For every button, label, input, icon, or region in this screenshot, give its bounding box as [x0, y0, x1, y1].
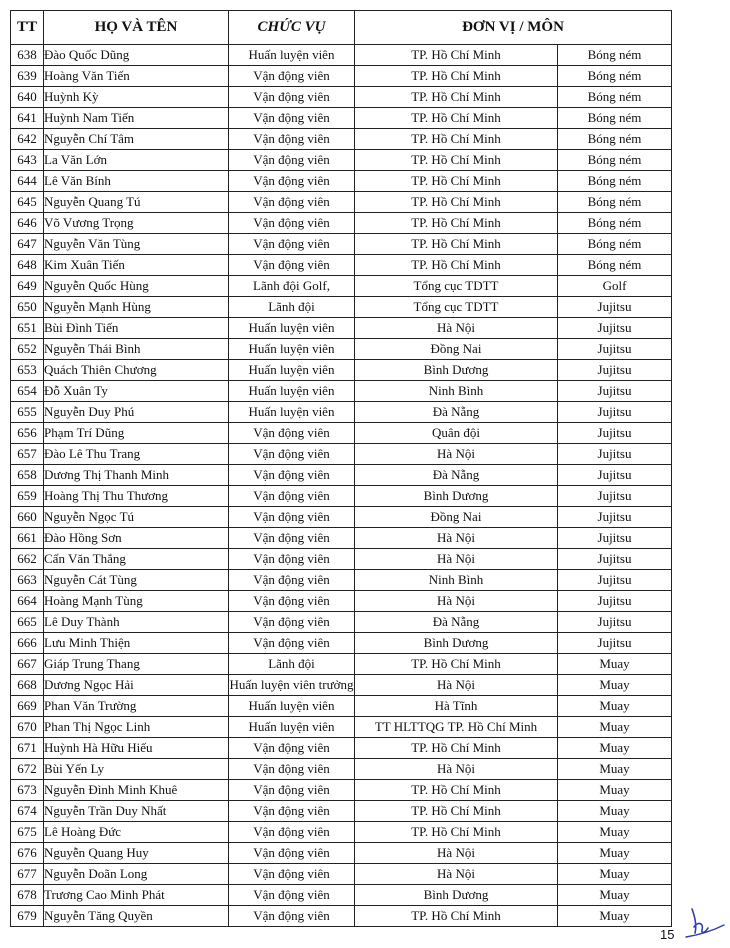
athlete-name-cell: Hoàng Văn Tiến: [44, 66, 229, 87]
row-number-cell: 653: [11, 360, 44, 381]
table-row: [11, 444, 672, 465]
table-row: [11, 654, 672, 675]
sport-cell: Jujitsu: [558, 339, 672, 360]
row-number-cell: 645: [11, 192, 44, 213]
table-row: [11, 213, 672, 234]
sport-cell: Jujitsu: [558, 444, 672, 465]
row-number-cell: 648: [11, 255, 44, 276]
table-row: [11, 822, 672, 843]
row-number-cell: 665: [11, 612, 44, 633]
athlete-name-cell: Võ Vương Trọng: [44, 213, 229, 234]
sport-cell: Bóng ném: [558, 108, 672, 129]
row-number-cell: 656: [11, 423, 44, 444]
table-row: [11, 339, 672, 360]
unit-cell: Tổng cục TDTT: [355, 297, 558, 318]
position-cell: Lãnh đội Golf,: [229, 276, 355, 297]
sport-cell: Jujitsu: [558, 423, 672, 444]
sport-cell: Jujitsu: [558, 297, 672, 318]
row-number-cell: 640: [11, 87, 44, 108]
header-name: HỌ VÀ TÊN: [44, 11, 229, 45]
position-cell: Vận động viên: [229, 549, 355, 570]
unit-cell: Bình Dương: [355, 360, 558, 381]
unit-cell: Bình Dương: [355, 633, 558, 654]
position-cell: Huấn luyện viên: [229, 318, 355, 339]
table-row: [11, 885, 672, 906]
unit-cell: Hà Nội: [355, 549, 558, 570]
sport-cell: Muay: [558, 696, 672, 717]
handwritten-signature: [682, 903, 726, 943]
athlete-name-cell: Lưu Minh Thiện: [44, 633, 229, 654]
position-cell: Vận động viên: [229, 192, 355, 213]
table-row: [11, 297, 672, 318]
row-number-cell: 641: [11, 108, 44, 129]
unit-cell: Hà Nội: [355, 591, 558, 612]
sport-cell: Muay: [558, 843, 672, 864]
position-cell: Vận động viên: [229, 444, 355, 465]
athlete-name-cell: Phan Văn Trường: [44, 696, 229, 717]
athlete-name-cell: Đào Quốc Dũng: [44, 45, 229, 66]
sport-cell: Jujitsu: [558, 402, 672, 423]
sport-cell: Muay: [558, 864, 672, 885]
row-number-cell: 650: [11, 297, 44, 318]
sport-cell: Muay: [558, 675, 672, 696]
sport-cell: Muay: [558, 906, 672, 927]
athlete-name-cell: Đỗ Xuân Ty: [44, 381, 229, 402]
athlete-name-cell: Huỳnh Kỳ: [44, 87, 229, 108]
sport-cell: Bóng ném: [558, 192, 672, 213]
athlete-name-cell: Nguyễn Cát Tùng: [44, 570, 229, 591]
position-cell: Vận động viên: [229, 801, 355, 822]
athlete-name-cell: Hoàng Thị Thu Thương: [44, 486, 229, 507]
table-row: [11, 549, 672, 570]
athlete-name-cell: Bùi Yến Ly: [44, 759, 229, 780]
position-cell: Vận động viên: [229, 864, 355, 885]
sport-cell: Jujitsu: [558, 486, 672, 507]
sport-cell: Bóng ném: [558, 213, 672, 234]
table-row: [11, 759, 672, 780]
unit-cell: Đà Nẵng: [355, 402, 558, 423]
row-number-cell: 649: [11, 276, 44, 297]
table-row: [11, 633, 672, 654]
sport-cell: Jujitsu: [558, 528, 672, 549]
position-cell: Vận động viên: [229, 738, 355, 759]
row-number-cell: 674: [11, 801, 44, 822]
row-number-cell: 654: [11, 381, 44, 402]
row-number-cell: 647: [11, 234, 44, 255]
unit-cell: TP. Hồ Chí Minh: [355, 192, 558, 213]
row-number-cell: 646: [11, 213, 44, 234]
athlete-name-cell: Giáp Trung Thang: [44, 654, 229, 675]
athlete-name-cell: La Văn Lớn: [44, 150, 229, 171]
row-number-cell: 678: [11, 885, 44, 906]
row-number-cell: 642: [11, 129, 44, 150]
table-row: [11, 528, 672, 549]
row-number-cell: 638: [11, 45, 44, 66]
position-cell: Lãnh đội: [229, 654, 355, 675]
sport-cell: Jujitsu: [558, 318, 672, 339]
athlete-name-cell: Nguyễn Quốc Hùng: [44, 276, 229, 297]
athlete-name-cell: Phan Thị Ngọc Linh: [44, 717, 229, 738]
row-number-cell: 672: [11, 759, 44, 780]
table-row: [11, 612, 672, 633]
position-cell: Huấn luyện viên trưởng: [229, 675, 355, 696]
row-number-cell: 661: [11, 528, 44, 549]
header-tt: TT: [11, 11, 44, 45]
unit-cell: Hà Nội: [355, 444, 558, 465]
table-row: [11, 906, 672, 927]
table-row: [11, 402, 672, 423]
table-row: [11, 738, 672, 759]
position-cell: Vận động viên: [229, 66, 355, 87]
table-row: [11, 318, 672, 339]
row-number-cell: 662: [11, 549, 44, 570]
table-row: [11, 45, 672, 66]
unit-cell: Bình Dương: [355, 885, 558, 906]
sport-cell: Jujitsu: [558, 633, 672, 654]
position-cell: Huấn luyện viên: [229, 45, 355, 66]
athlete-name-cell: Bùi Đình Tiến: [44, 318, 229, 339]
sport-cell: Muay: [558, 780, 672, 801]
position-cell: Vận động viên: [229, 465, 355, 486]
athlete-name-cell: Lê Hoàng Đức: [44, 822, 229, 843]
unit-cell: TT HLTTQG TP. Hồ Chí Minh: [355, 717, 558, 738]
row-number-cell: 644: [11, 171, 44, 192]
sport-cell: Bóng ném: [558, 255, 672, 276]
table-row: [11, 129, 672, 150]
position-cell: Vận động viên: [229, 822, 355, 843]
position-cell: Vận động viên: [229, 570, 355, 591]
table-row: [11, 486, 672, 507]
table-row: [11, 381, 672, 402]
athlete-name-cell: Huỳnh Hà Hữu Hiếu: [44, 738, 229, 759]
athlete-name-cell: Lê Văn Bính: [44, 171, 229, 192]
unit-cell: Hà Nội: [355, 675, 558, 696]
table-row: [11, 276, 672, 297]
position-cell: Vận động viên: [229, 633, 355, 654]
position-cell: Vận động viên: [229, 150, 355, 171]
unit-cell: Hà Nội: [355, 528, 558, 549]
unit-cell: Ninh Bình: [355, 381, 558, 402]
unit-cell: TP. Hồ Chí Minh: [355, 66, 558, 87]
table-row: [11, 591, 672, 612]
table-row: [11, 465, 672, 486]
position-cell: Vận động viên: [229, 885, 355, 906]
sport-cell: Bóng ném: [558, 129, 672, 150]
unit-cell: TP. Hồ Chí Minh: [355, 171, 558, 192]
table-row: [11, 696, 672, 717]
sport-cell: Bóng ném: [558, 87, 672, 108]
sport-cell: Muay: [558, 717, 672, 738]
row-number-cell: 673: [11, 780, 44, 801]
table-body: [11, 45, 672, 927]
athlete-name-cell: Nguyễn Đình Minh Khuê: [44, 780, 229, 801]
position-cell: Vận động viên: [229, 87, 355, 108]
table-row: [11, 864, 672, 885]
athlete-name-cell: Quách Thiên Chương: [44, 360, 229, 381]
table-row: [11, 780, 672, 801]
unit-cell: Hà Nội: [355, 864, 558, 885]
position-cell: Huấn luyện viên: [229, 717, 355, 738]
athlete-name-cell: Nguyễn Quang Huy: [44, 843, 229, 864]
sport-cell: Muay: [558, 801, 672, 822]
sport-cell: Bóng ném: [558, 66, 672, 87]
sport-cell: Jujitsu: [558, 507, 672, 528]
row-number-cell: 664: [11, 591, 44, 612]
row-number-cell: 655: [11, 402, 44, 423]
sport-cell: Jujitsu: [558, 360, 672, 381]
unit-cell: TP. Hồ Chí Minh: [355, 822, 558, 843]
row-number-cell: 679: [11, 906, 44, 927]
table-row: [11, 192, 672, 213]
sport-cell: Jujitsu: [558, 570, 672, 591]
unit-cell: Quân đội: [355, 423, 558, 444]
unit-cell: TP. Hồ Chí Minh: [355, 780, 558, 801]
row-number-cell: 676: [11, 843, 44, 864]
position-cell: Lãnh đội: [229, 297, 355, 318]
position-cell: Huấn luyện viên: [229, 381, 355, 402]
unit-cell: Hà Nội: [355, 759, 558, 780]
row-number-cell: 651: [11, 318, 44, 339]
unit-cell: TP. Hồ Chí Minh: [355, 738, 558, 759]
unit-cell: Ninh Bình: [355, 570, 558, 591]
unit-cell: Đồng Nai: [355, 339, 558, 360]
row-number-cell: 675: [11, 822, 44, 843]
row-number-cell: 667: [11, 654, 44, 675]
sport-cell: Jujitsu: [558, 381, 672, 402]
unit-cell: TP. Hồ Chí Minh: [355, 213, 558, 234]
athlete-name-cell: Huỳnh Nam Tiến: [44, 108, 229, 129]
table-row: [11, 570, 672, 591]
row-number-cell: 666: [11, 633, 44, 654]
sport-cell: Bóng ném: [558, 234, 672, 255]
athlete-name-cell: Hoàng Mạnh Tùng: [44, 591, 229, 612]
unit-cell: Hà Tĩnh: [355, 696, 558, 717]
athlete-name-cell: Nguyễn Chí Tâm: [44, 129, 229, 150]
row-number-cell: 670: [11, 717, 44, 738]
unit-cell: TP. Hồ Chí Minh: [355, 255, 558, 276]
position-cell: Vận động viên: [229, 171, 355, 192]
unit-cell: TP. Hồ Chí Minh: [355, 108, 558, 129]
unit-cell: TP. Hồ Chí Minh: [355, 45, 558, 66]
athlete-name-cell: Nguyễn Ngọc Tú: [44, 507, 229, 528]
position-cell: Vận động viên: [229, 906, 355, 927]
row-number-cell: 677: [11, 864, 44, 885]
sport-cell: Muay: [558, 885, 672, 906]
table-row: [11, 675, 672, 696]
athlete-roster-table: [10, 10, 672, 927]
sport-cell: Jujitsu: [558, 465, 672, 486]
row-number-cell: 671: [11, 738, 44, 759]
table-row: [11, 171, 672, 192]
table-row: [11, 507, 672, 528]
sport-cell: Jujitsu: [558, 549, 672, 570]
table-row: [11, 255, 672, 276]
unit-cell: TP. Hồ Chí Minh: [355, 801, 558, 822]
table-row: [11, 843, 672, 864]
position-cell: Vận động viên: [229, 423, 355, 444]
sport-cell: Golf: [558, 276, 672, 297]
position-cell: Vận động viên: [229, 591, 355, 612]
unit-cell: TP. Hồ Chí Minh: [355, 906, 558, 927]
unit-cell: TP. Hồ Chí Minh: [355, 234, 558, 255]
athlete-name-cell: Nguyễn Duy Phú: [44, 402, 229, 423]
table-row: [11, 108, 672, 129]
unit-cell: Hà Nội: [355, 843, 558, 864]
unit-cell: Đồng Nai: [355, 507, 558, 528]
table-row: [11, 66, 672, 87]
table-row: [11, 150, 672, 171]
athlete-name-cell: Nguyễn Tăng Quyền: [44, 906, 229, 927]
position-cell: Vận động viên: [229, 234, 355, 255]
row-number-cell: 660: [11, 507, 44, 528]
athlete-name-cell: Lê Duy Thành: [44, 612, 229, 633]
row-number-cell: 652: [11, 339, 44, 360]
sport-cell: Bóng ném: [558, 171, 672, 192]
position-cell: Vận động viên: [229, 213, 355, 234]
position-cell: Vận động viên: [229, 507, 355, 528]
sport-cell: Muay: [558, 822, 672, 843]
position-cell: Vận động viên: [229, 759, 355, 780]
page-number: 15: [660, 927, 675, 942]
unit-cell: Hà Nội: [355, 318, 558, 339]
sport-cell: Jujitsu: [558, 591, 672, 612]
position-cell: Huấn luyện viên: [229, 360, 355, 381]
table-row: [11, 801, 672, 822]
row-number-cell: 663: [11, 570, 44, 591]
sport-cell: Muay: [558, 738, 672, 759]
unit-cell: TP. Hồ Chí Minh: [355, 129, 558, 150]
sport-cell: Bóng ném: [558, 150, 672, 171]
header-row: [11, 11, 672, 45]
row-number-cell: 658: [11, 465, 44, 486]
sport-cell: Muay: [558, 759, 672, 780]
unit-cell: Đà Nẵng: [355, 465, 558, 486]
unit-cell: Đà Nẵng: [355, 612, 558, 633]
athlete-name-cell: Đào Lê Thu Trang: [44, 444, 229, 465]
position-cell: Vận động viên: [229, 129, 355, 150]
row-number-cell: 669: [11, 696, 44, 717]
athlete-name-cell: Nguyễn Mạnh Hùng: [44, 297, 229, 318]
row-number-cell: 657: [11, 444, 44, 465]
row-number-cell: 668: [11, 675, 44, 696]
table-row: [11, 423, 672, 444]
table-row: [11, 360, 672, 381]
position-cell: Huấn luyện viên: [229, 339, 355, 360]
sport-cell: Muay: [558, 654, 672, 675]
position-cell: Vận động viên: [229, 486, 355, 507]
row-number-cell: 639: [11, 66, 44, 87]
position-cell: Huấn luyện viên: [229, 696, 355, 717]
unit-cell: TP. Hồ Chí Minh: [355, 654, 558, 675]
unit-cell: Bình Dương: [355, 486, 558, 507]
athlete-name-cell: Nguyễn Doãn Long: [44, 864, 229, 885]
position-cell: Huấn luyện viên: [229, 402, 355, 423]
athlete-name-cell: Phạm Trí Dũng: [44, 423, 229, 444]
position-cell: Vận động viên: [229, 255, 355, 276]
unit-cell: TP. Hồ Chí Minh: [355, 150, 558, 171]
unit-cell: Tổng cục TDTT: [355, 276, 558, 297]
position-cell: Vận động viên: [229, 108, 355, 129]
athlete-name-cell: Cấn Văn Thắng: [44, 549, 229, 570]
row-number-cell: 659: [11, 486, 44, 507]
unit-cell: TP. Hồ Chí Minh: [355, 87, 558, 108]
table-row: [11, 717, 672, 738]
athlete-name-cell: Dương Thị Thanh Minh: [44, 465, 229, 486]
athlete-name-cell: Nguyễn Văn Tùng: [44, 234, 229, 255]
table-row: [11, 87, 672, 108]
row-number-cell: 643: [11, 150, 44, 171]
athlete-name-cell: Kim Xuân Tiến: [44, 255, 229, 276]
header-unit: ĐƠN VỊ / MÔN: [355, 11, 672, 45]
athlete-name-cell: Dương Ngọc Hải: [44, 675, 229, 696]
sport-cell: Jujitsu: [558, 612, 672, 633]
athlete-name-cell: Nguyễn Thái Bình: [44, 339, 229, 360]
athlete-name-cell: Trương Cao Minh Phát: [44, 885, 229, 906]
table-row: [11, 234, 672, 255]
position-cell: Vận động viên: [229, 780, 355, 801]
position-cell: Vận động viên: [229, 612, 355, 633]
header-role: CHỨC VỤ: [229, 11, 355, 45]
sport-cell: Bóng ném: [558, 45, 672, 66]
table-header: [11, 11, 672, 45]
position-cell: Vận động viên: [229, 528, 355, 549]
athlete-name-cell: Đào Hồng Sơn: [44, 528, 229, 549]
athlete-name-cell: Nguyễn Trần Duy Nhất: [44, 801, 229, 822]
position-cell: Vận động viên: [229, 843, 355, 864]
athlete-name-cell: Nguyễn Quang Tú: [44, 192, 229, 213]
